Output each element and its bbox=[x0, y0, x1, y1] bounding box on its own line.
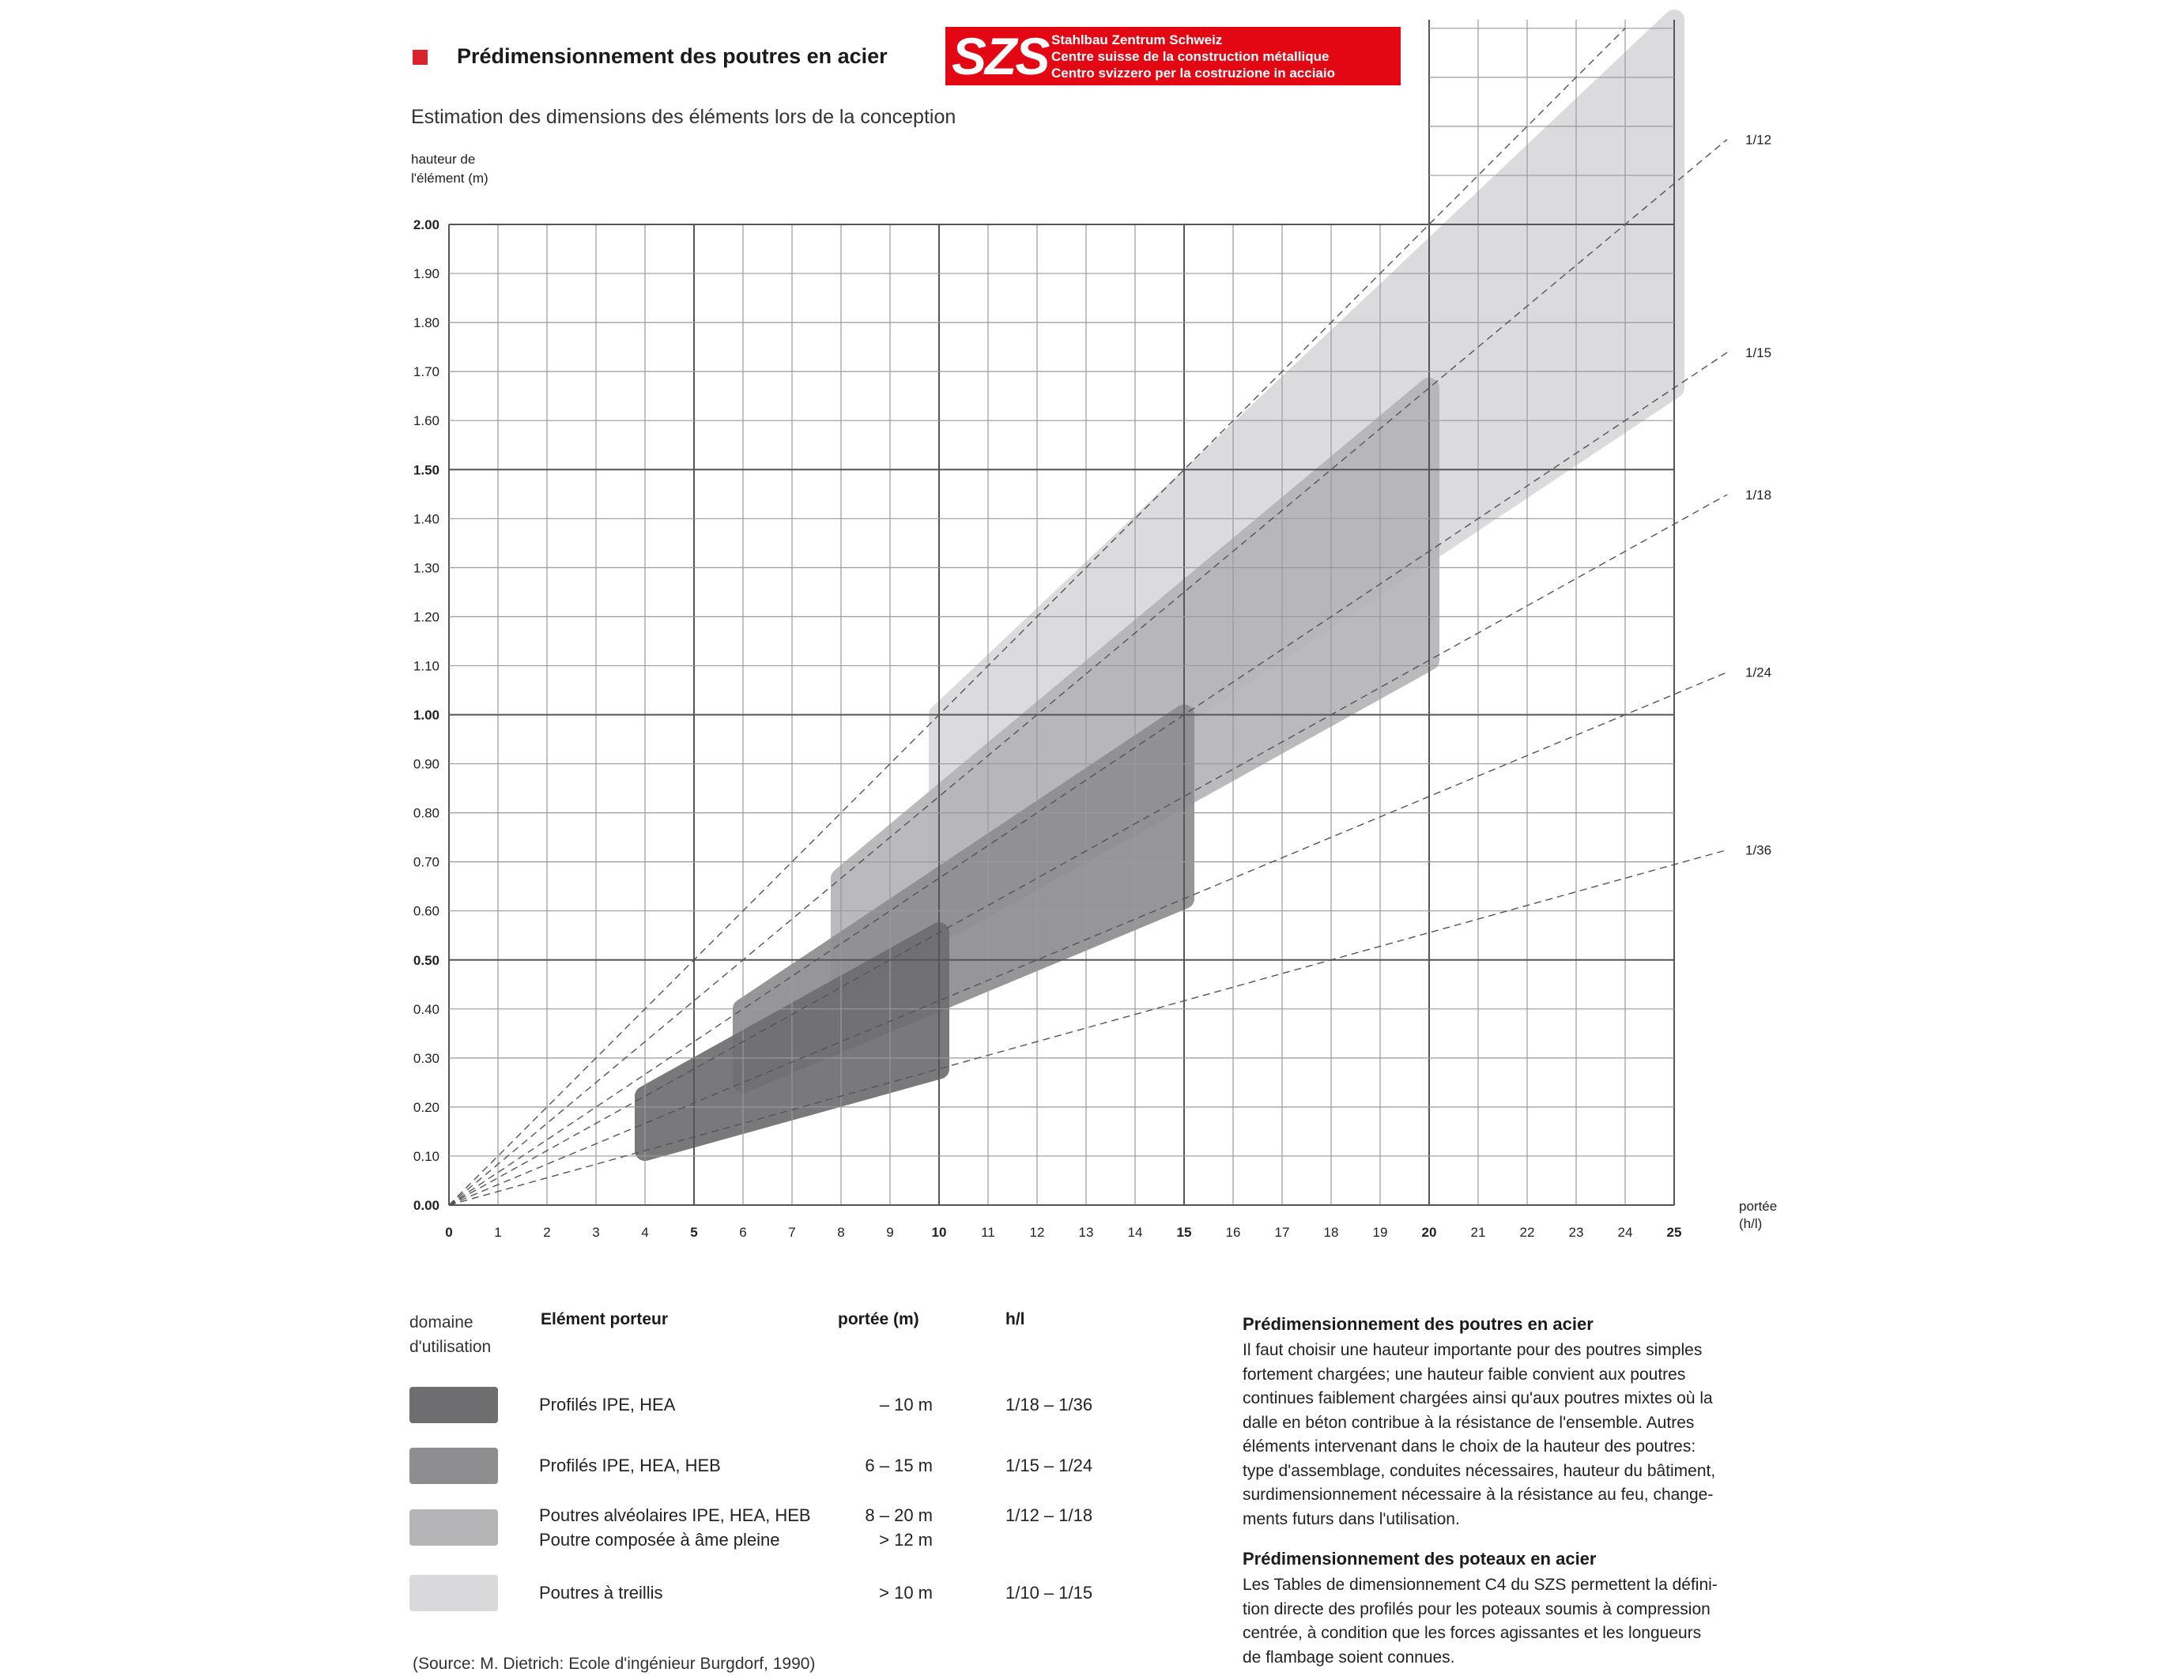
y-tick-label: 0.70 bbox=[413, 854, 439, 870]
y-tick-label: 0.20 bbox=[413, 1099, 439, 1115]
x-tick-label: 12 bbox=[1029, 1225, 1045, 1240]
y-tick-label: 1.70 bbox=[413, 364, 439, 380]
x-tick-label: 11 bbox=[981, 1225, 995, 1240]
x-tick-label: 0 bbox=[445, 1225, 453, 1240]
y-tick-label: 0.10 bbox=[413, 1148, 439, 1164]
section-body-poutres bbox=[1243, 1339, 1796, 1531]
source-note: (Source: M. Dietrich: Ecole d'ingénieur Burgdorf, 1990) bbox=[413, 1655, 816, 1673]
legend-swatch bbox=[409, 1575, 498, 1611]
body-line: éléments intervenant dans le choix de la hauteur des poutres: bbox=[1243, 1437, 1696, 1456]
body-line: dalle en béton contribue à la résistance de l'ensemble. Autres bbox=[1243, 1413, 1695, 1432]
legend-element: Poutres alvéolaires IPE, HEA, HEB bbox=[539, 1505, 811, 1525]
body-line: Les Tables de dimensionnement C4 du SZS permettent la défini- bbox=[1243, 1576, 1718, 1594]
x-tick-label: 8 bbox=[837, 1225, 845, 1240]
x-tick-label: 14 bbox=[1127, 1225, 1143, 1240]
legend-swatch bbox=[409, 1448, 498, 1484]
legend-portee: 6 – 15 m bbox=[865, 1456, 933, 1475]
body-line: fortement chargées; une hauteur faible convient aux poutres bbox=[1243, 1365, 1686, 1384]
x-tick-label: 7 bbox=[788, 1225, 796, 1240]
y-tick-label: 0.00 bbox=[413, 1198, 439, 1213]
x-tick-label: 24 bbox=[1617, 1225, 1633, 1240]
x-tick-label: 6 bbox=[739, 1225, 747, 1240]
x-tick-label: 3 bbox=[592, 1225, 600, 1240]
y-tick-label: 2.00 bbox=[413, 217, 439, 232]
ratio-label: 1/36 bbox=[1745, 842, 1772, 858]
legend-col-domaine-line: d'utilisation bbox=[409, 1338, 492, 1356]
usage-bands bbox=[645, 20, 1674, 1151]
x-tick-label: 23 bbox=[1568, 1225, 1584, 1240]
x-tick-label: 10 bbox=[931, 1225, 947, 1240]
x-axis-label-line: (h/l) bbox=[1739, 1216, 1763, 1231]
legend-col-hl: h/l bbox=[1005, 1310, 1025, 1328]
y-tick-label: 1.30 bbox=[413, 560, 439, 576]
legend-swatch bbox=[409, 1509, 498, 1546]
body-line: Il faut choisir une hauteur importante pour des poutres simples bbox=[1243, 1341, 1703, 1359]
body-line: ments futurs dans l'utilisation. bbox=[1243, 1509, 1460, 1528]
legend-hl: 1/15 – 1/24 bbox=[1005, 1456, 1093, 1475]
x-tick-label: 5 bbox=[690, 1225, 698, 1240]
logo-line-fr: Centre suisse de la construction métallique bbox=[1051, 49, 1330, 64]
y-tick-label: 0.40 bbox=[413, 1001, 439, 1017]
x-tick-label: 21 bbox=[1470, 1225, 1486, 1240]
y-axis-label-line: l'élément (m) bbox=[411, 171, 488, 186]
ratio-label: 1/12 bbox=[1745, 132, 1772, 148]
legend-hl: 1/10 – 1/15 bbox=[1005, 1583, 1093, 1603]
y-tick-label: 1.00 bbox=[413, 707, 439, 723]
legend-col-portee: portée (m) bbox=[838, 1310, 919, 1328]
legend-element: Poutre composée à âme pleine bbox=[539, 1530, 780, 1550]
logo-mark: SZS bbox=[952, 27, 1049, 85]
legend-element: Profilés IPE, HEA, HEB bbox=[539, 1456, 721, 1475]
x-tick-label: 2 bbox=[543, 1225, 551, 1240]
y-tick-label: 0.60 bbox=[413, 903, 439, 919]
legend-element: Poutres à treillis bbox=[539, 1583, 663, 1603]
legend-swatch bbox=[409, 1387, 498, 1423]
x-tick-label: 15 bbox=[1176, 1225, 1192, 1240]
legend-col-domaine-line: domaine bbox=[409, 1313, 473, 1332]
y-tick-label: 1.20 bbox=[413, 609, 439, 625]
x-tick-label: 16 bbox=[1225, 1225, 1241, 1240]
body-line: de flambage soient connues. bbox=[1243, 1648, 1455, 1667]
legend-hl: 1/18 – 1/36 bbox=[1005, 1395, 1093, 1414]
legend-portee: – 10 m bbox=[879, 1395, 933, 1414]
y-tick-label: 1.10 bbox=[413, 658, 439, 674]
legend-col-domaine bbox=[409, 1310, 491, 1359]
body-line: continues faiblement chargées ainsi qu'aux poutres mixtes où la bbox=[1243, 1389, 1713, 1407]
legend-portee: > 12 m bbox=[879, 1530, 933, 1550]
legend-element: Profilés IPE, HEA bbox=[539, 1395, 676, 1414]
y-tick-label: 1.90 bbox=[413, 266, 439, 282]
ratio-label: 1/15 bbox=[1745, 345, 1772, 361]
x-tick-label: 1 bbox=[494, 1225, 502, 1240]
legend-hl: 1/12 – 1/18 bbox=[1005, 1505, 1093, 1525]
x-tick-label: 18 bbox=[1323, 1225, 1339, 1240]
x-tick-label: 17 bbox=[1274, 1225, 1290, 1240]
y-tick-label: 1.50 bbox=[413, 462, 439, 478]
ratio-line bbox=[449, 139, 1727, 1205]
x-tick-label: 9 bbox=[886, 1225, 894, 1240]
y-tick-label: 1.60 bbox=[413, 413, 439, 429]
section-title-poteaux: Prédimensionnement des poteaux en acier bbox=[1243, 1549, 1597, 1569]
body-line: surdimensionnement nécessaire à la résistance au feu, change- bbox=[1243, 1486, 1714, 1504]
logo-line-it: Centro svizzero per la costruzione in acciaio bbox=[1051, 66, 1335, 81]
x-tick-label: 19 bbox=[1372, 1225, 1388, 1240]
y-tick-label: 0.90 bbox=[413, 756, 439, 772]
body-line: centrée, à condition que les forces agissantes et les longueurs bbox=[1243, 1624, 1702, 1642]
body-line: tion directe des profilés pour les poteaux soumis à compression bbox=[1243, 1599, 1711, 1618]
legend-portee: 8 – 20 m bbox=[865, 1505, 933, 1525]
ratio-label: 1/18 bbox=[1745, 487, 1772, 503]
y-tick-label: 0.30 bbox=[413, 1050, 439, 1066]
x-tick-label: 4 bbox=[641, 1225, 649, 1240]
y-axis-label-line: hauteur de bbox=[411, 152, 476, 167]
y-tick-label: 0.50 bbox=[413, 952, 439, 968]
y-tick-label: 1.80 bbox=[413, 315, 439, 331]
page-subtitle: Estimation des dimensions des éléments lors de la conception bbox=[411, 106, 956, 128]
y-tick-label: 1.40 bbox=[413, 511, 439, 527]
legend-col-element: Elément porteur bbox=[541, 1310, 669, 1328]
x-tick-label: 25 bbox=[1666, 1225, 1682, 1240]
x-tick-label: 13 bbox=[1078, 1225, 1094, 1240]
section-body-poteaux bbox=[1243, 1573, 1796, 1670]
ratio-label: 1/24 bbox=[1745, 665, 1772, 680]
logo-line-de: Stahlbau Zentrum Schweiz bbox=[1051, 32, 1223, 47]
page-title: Prédimensionnement des poutres en acier bbox=[457, 44, 888, 68]
body-line: type d'assemblage, conduites nécessaires, hauteur du bâtiment, bbox=[1243, 1461, 1716, 1480]
x-axis-label-line: portée bbox=[1739, 1199, 1778, 1214]
legend-portee: > 10 m bbox=[879, 1583, 933, 1603]
x-tick-label: 22 bbox=[1519, 1225, 1535, 1240]
section-title-poutres: Prédimensionnement des poutres en acier bbox=[1243, 1314, 1594, 1334]
y-tick-label: 0.80 bbox=[413, 805, 439, 821]
x-tick-label: 20 bbox=[1421, 1225, 1437, 1240]
